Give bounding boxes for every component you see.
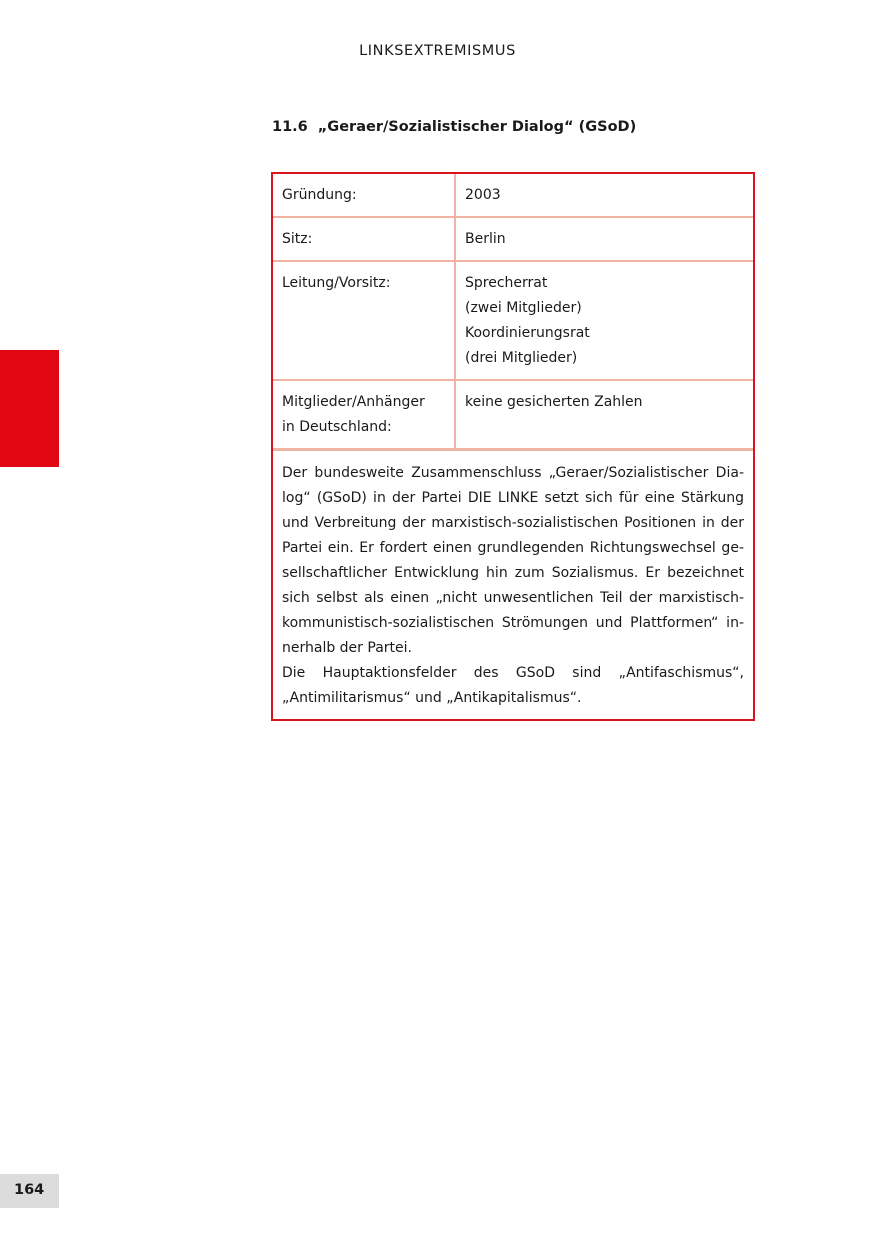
- running-header: LINKSEXTREMISMUS: [359, 43, 516, 59]
- facts-table: [273, 174, 753, 450]
- page-number: 164: [14, 1182, 45, 1198]
- leadership-label: Leitung/Vorsitz:: [273, 261, 455, 380]
- chapter-side-marker: [0, 350, 59, 467]
- founding-label: Gründung:: [273, 174, 455, 217]
- leadership-value-line: Sprecherrat: [465, 275, 548, 291]
- seat-label: Sitz:: [273, 217, 455, 261]
- seat-value: Berlin: [455, 217, 753, 261]
- founding-value: 2003: [455, 174, 753, 217]
- leadership-value-line: (zwei Mitglieder): [465, 300, 582, 316]
- table-row-seat: [273, 217, 753, 261]
- members-label: [273, 380, 455, 449]
- members-label-line: Mitglieder/Anhänger: [282, 394, 425, 410]
- section-title: „Geraer/Sozialistischer Dialog“ (GSoD): [317, 119, 637, 135]
- table-row-founding: [273, 174, 753, 217]
- organization-info-box: [271, 172, 755, 721]
- page-number-box: [0, 1174, 59, 1208]
- table-row-members: [273, 380, 753, 449]
- organization-description: [273, 450, 753, 719]
- section-number: 11.6: [272, 119, 308, 135]
- description-paragraph: Der bundesweite Zusammenschluss „Geraer/Sozialistischer Dialog“ (GSoD) in der Partei DIE LINKE setzt sich für eine Stärkung und Verbreitung der marxistisch-sozialistischen Positionen in der Partei ein. Er fordert einen grundlegenden Richtungswechsel gesellschaftlicher Entwicklung hin zum Sozialismus. Er bezeichnet sich selbst als einen „nicht unwesentlichen Teil der marxistisch-kommunistisch-sozialistischen Strömungen und Plattformen“ innerhalb der Partei.: [282, 465, 744, 656]
- leadership-value-line: Koordinierungsrat: [465, 325, 590, 341]
- section-heading: [272, 119, 636, 135]
- leadership-value-line: (drei Mitglieder): [465, 350, 578, 366]
- members-label-line: in Deutschland:: [282, 419, 392, 435]
- table-row-leadership: [273, 261, 753, 380]
- description-paragraph: Die Hauptaktionsfelder des GSoD sind „Antifaschismus“, „Antimilitarismus“ und „Antikapitalismus“.: [282, 665, 744, 706]
- leadership-value: [455, 261, 753, 380]
- members-value: keine gesicherten Zahlen: [455, 380, 753, 449]
